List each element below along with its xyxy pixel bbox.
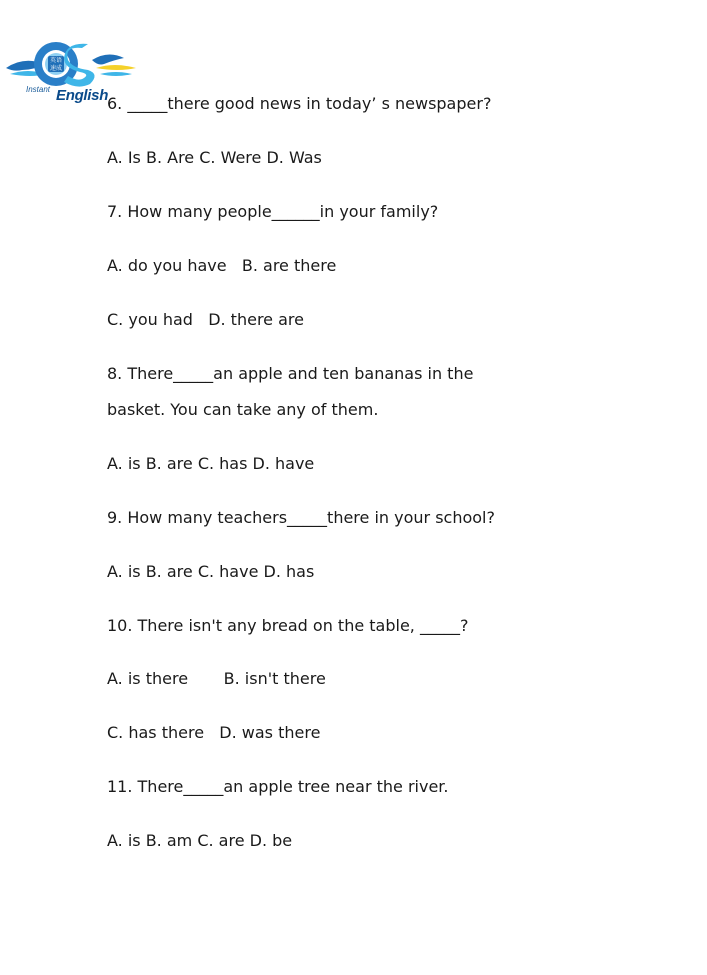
logo-badge-bottom: 速成 <box>49 65 63 72</box>
logo-instant-text: Instant <box>26 85 51 94</box>
question-10: 10. There isn't any bread on the table, _____? <box>107 616 469 635</box>
question-9-options: A. is B. are C. have D. has <box>107 562 315 581</box>
question-10-options-a: A. is there B. isn't there <box>107 669 326 688</box>
question-8-options: A. is B. are C. has D. have <box>107 454 315 473</box>
question-8-line-1: 8. There_____an apple and ten bananas in the <box>107 364 474 383</box>
question-11: 11. There_____an apple tree near the river. <box>107 777 449 796</box>
logo-english-text: English <box>56 87 109 104</box>
question-10-options-c: C. has there D. was there <box>107 723 321 742</box>
question-8-line-2: basket. You can take any of them. <box>107 400 379 419</box>
question-7-options-c: C. you had D. there are <box>107 310 304 329</box>
question-7-options-a: A. do you have B. are there <box>107 256 337 275</box>
question-6-options: A. Is B. Are C. Were D. Was <box>107 148 322 167</box>
question-6: 6. _____there good news in today’ s newspaper? <box>107 94 492 113</box>
question-9: 9. How many teachers_____there in your school? <box>107 508 495 527</box>
logo-badge-top: 英语 <box>49 57 63 64</box>
question-11-options: A. is B. am C. are D. be <box>107 831 293 850</box>
question-7: 7. How many people______in your family? <box>107 202 439 221</box>
